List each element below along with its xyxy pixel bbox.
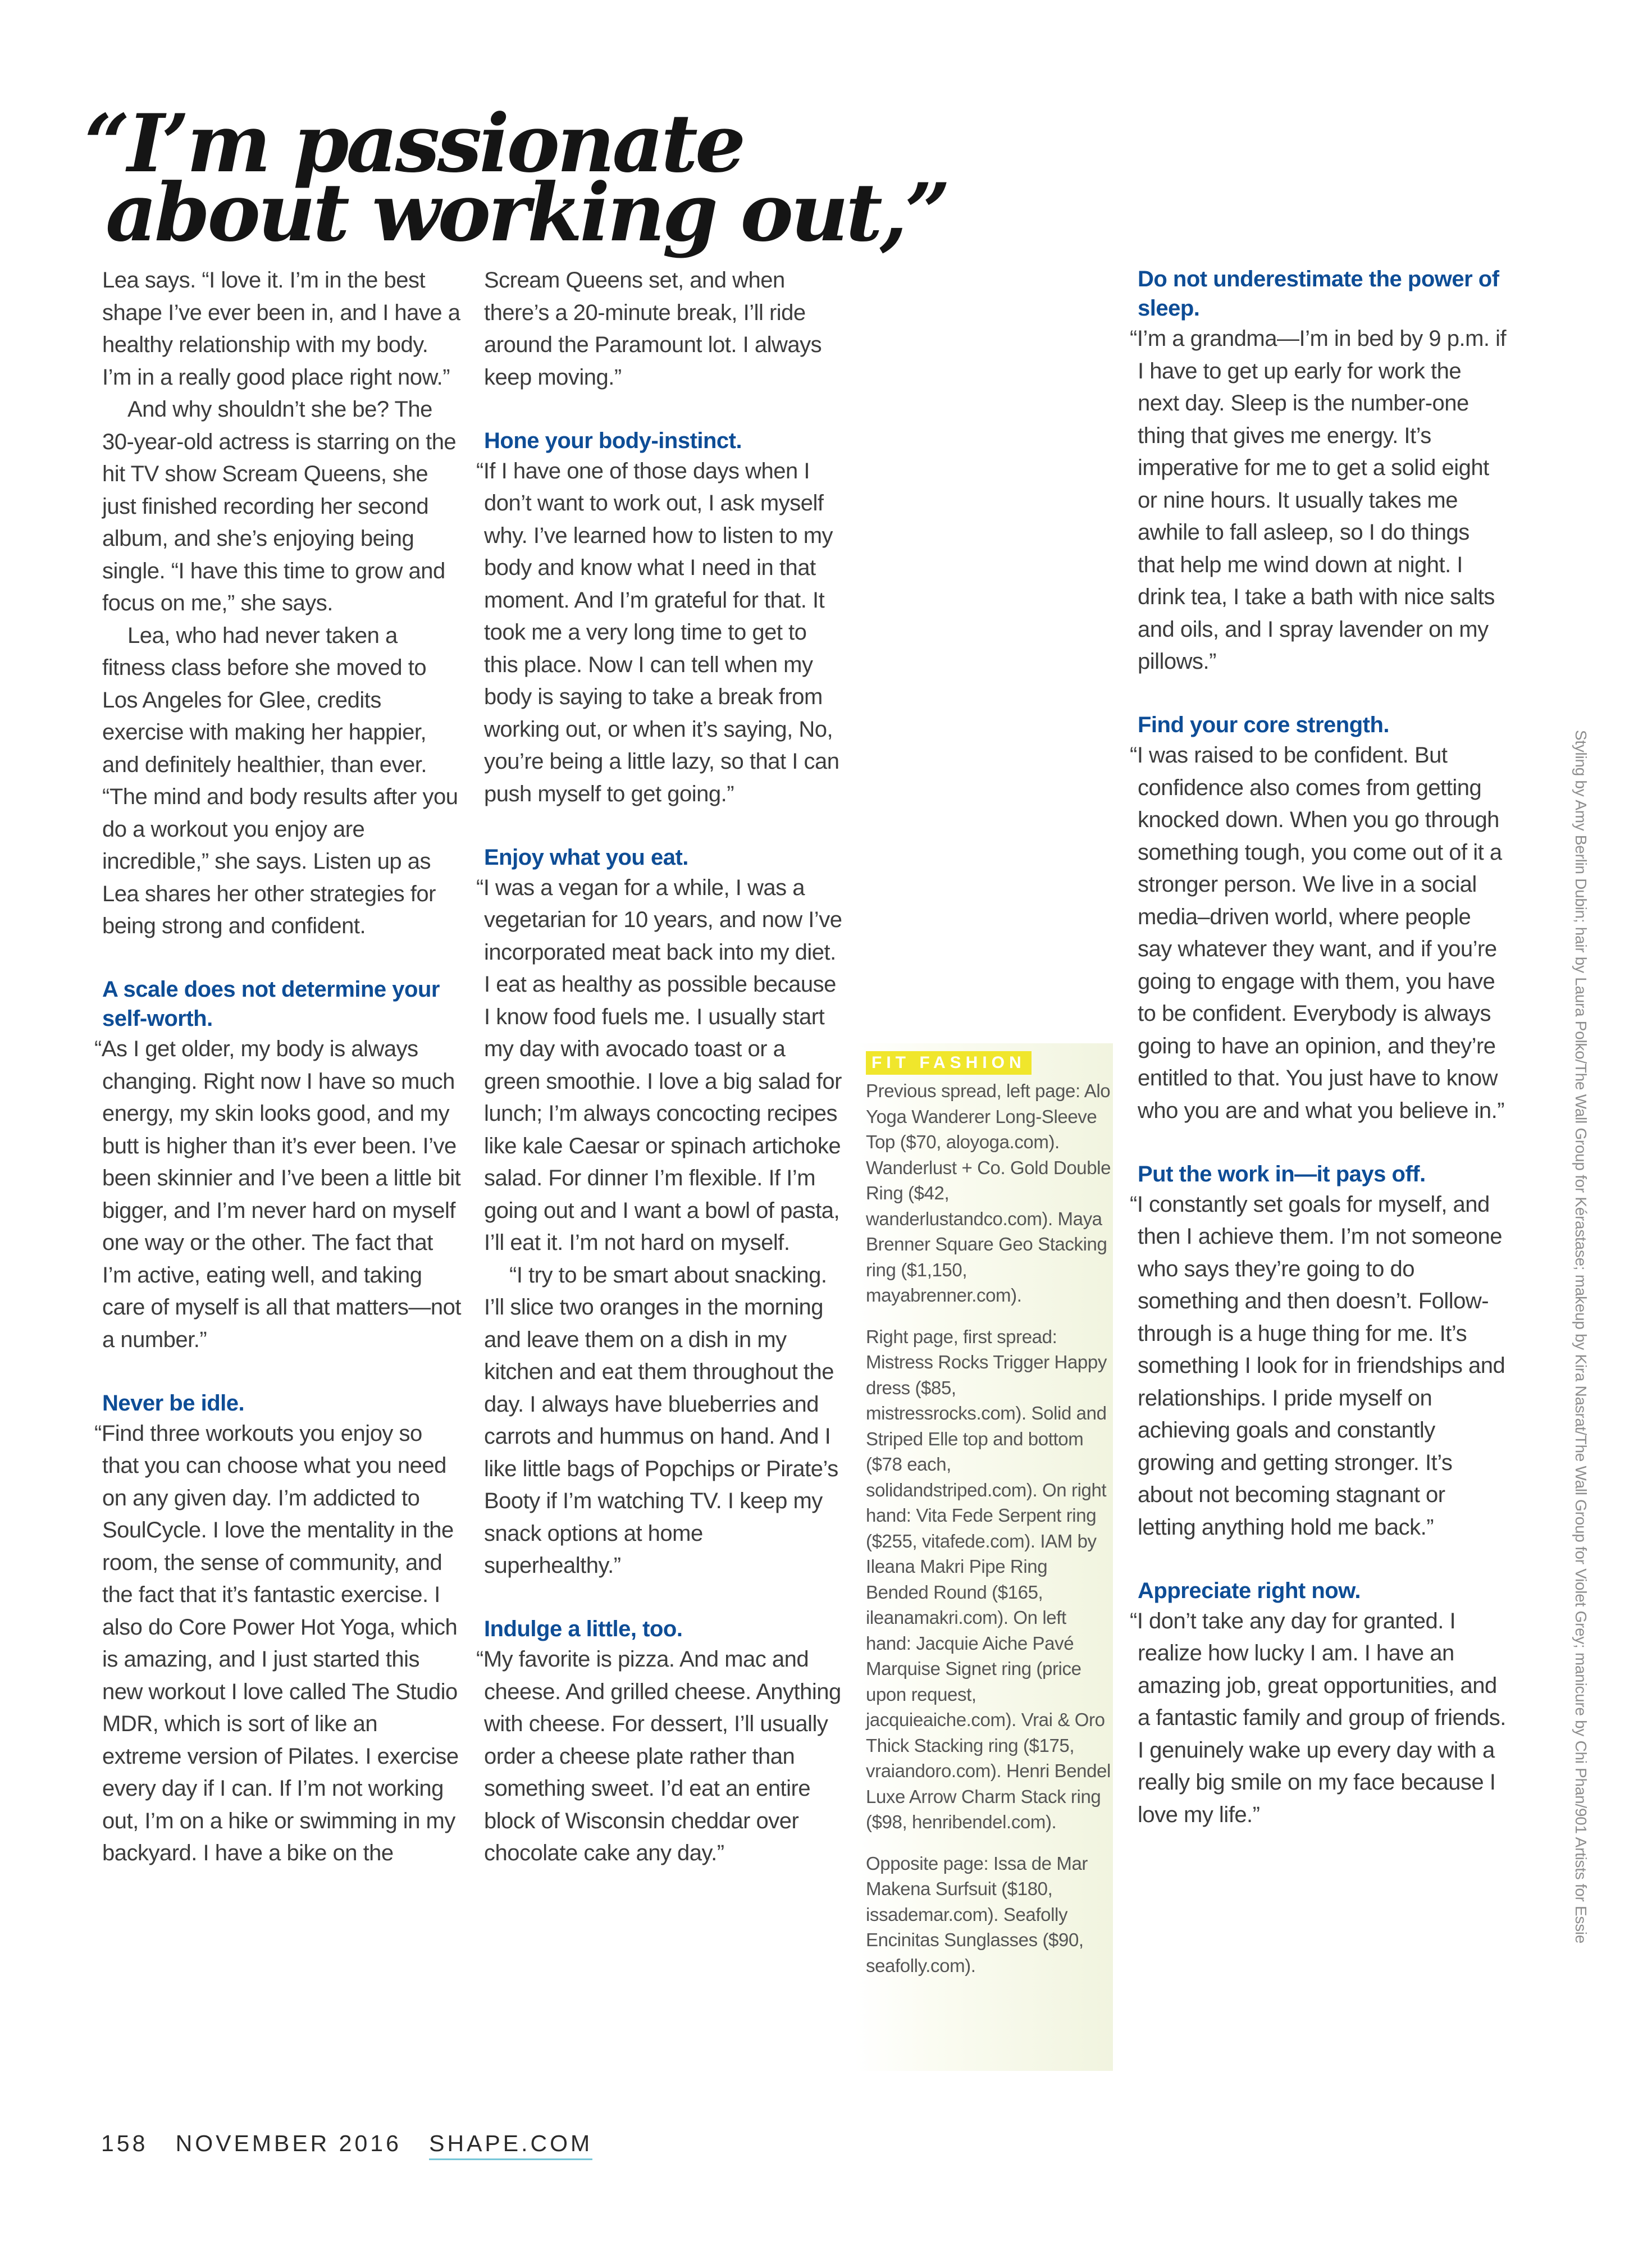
fit-fashion-tag: FIT FASHION: [866, 1051, 1032, 1075]
section-heading: Appreciate right now.: [1138, 1578, 1361, 1603]
headline-line-2: about working out,”: [106, 166, 948, 259]
credits-block: Opposite page: Issa de Mar Makena Surfsuit ($180, issademar.com). Seafolly Encinitas Sunglasses ($90, seafolly.com).: [866, 1852, 1088, 1976]
section-heading: Indulge a little, too.: [484, 1617, 683, 1641]
section-heading: Do not underestimate the power of sleep.: [1138, 267, 1499, 321]
section-heading: Find your core strength.: [1138, 713, 1390, 737]
body-paragraph: “If I have one of those days when I don’t want to work out, I ask myself why. I’ve learned how to listen to my body and know what I need in that moment. And I’m grateful for that. It took me a very long time to get to this place. Now I can tell when my body is saying to take a break from working out, or when it’s saying, No, you’re being a little lazy, so that I can push myself to get going.”: [476, 458, 839, 806]
body-paragraph: Lea, who had never taken a fitness class before she moved to Los Angeles for Glee, credits exercise with making her happier, and definitely healthier, than ever. “The mind and body results after you do a workout you enjoy are incredible,” she says. Listen up as Lea shares her other strategies for being strong and confident.: [102, 623, 458, 938]
body-paragraph: “I constantly set goals for myself, and then I achieve them. I’m not someone who says they’re going to do something and then doesn’t. Follow-through is a huge thing for me. It’s something I look for in friendships and relationships. I pride myself on achieving goals and constantly growing and getting stronger. It’s about not becoming stagnant or letting anything hold me back.”: [1130, 1192, 1505, 1540]
section-heading: Enjoy what you eat.: [484, 845, 688, 870]
body-paragraph: “I was a vegan for a while, I was a vegetarian for 10 years, and now I’ve incorporated meat back into my diet. I eat as healthy as possible because I know food fuels me. I usually start my day with avocado toast or a green smoothie. I love a big salad for lunch; I’m always concocting recipes like kale Caesar or spinach artichoke salad. For dinner I’m flexible. If I’m going out and I want a bowl of pasta, I’ll eat it. I’m not hard on myself.: [476, 875, 842, 1255]
page-folio: [101, 2130, 592, 2157]
body-paragraph: “As I get older, my body is always changing. Right now I have so much energy, my skin looks good, and my butt is higher than it’s ever been. I’ve been skinnier and I’ve been a little bit bigger, and I’m never hard on myself one way or the other. The fact that I’m active, eating well, and taking care of myself is all that matters—not a number.”: [94, 1037, 462, 1352]
column-4: [1130, 264, 1508, 1831]
headline: [84, 97, 948, 259]
body-paragraph: “I was raised to be confident. But confidence also comes from getting knocked down. When you go through something tough, you come out of it a stronger person. We live in a social media–driven world, where people say whatever they want, and if you’re going to engage with them, you have to be confident. Everybody is always going to have an opinion, and they’re entitled to that. You just have to know who you are and what you believe in.”: [1130, 743, 1505, 1123]
body-paragraph: Lea says. “I love it. I’m in the best shape I’ve ever been in, and I have a healthy relationship with my body. I’m in a really good place right now.”: [102, 268, 460, 390]
photo-credits-vertical: [1572, 730, 1589, 2066]
body-paragraph: And why shouldn’t she be? The 30-year-old actress is starring on the hit TV show Scream Queens, she just finished recording her second album, and she’s enjoying being single. “I have this time to grow and focus on me,” she says.: [102, 397, 457, 615]
body-paragraph: Scream Queens set, and when there’s a 20-minute break, I’ll ride around the Paramount lot. I always keep moving.”: [484, 268, 822, 390]
credits-block: Previous spread, left page: Alo Yoga Wanderer Long-Sleeve Top ($70, aloyoga.com). Wanderlust + Co. Gold Double Ring ($42, wanderlustandco.com). Maya Brenner Square Geo Stacking ring ($1,150, mayabrenner.com).: [866, 1080, 1111, 1306]
body-paragraph: “I’m a grandma—I’m in bed by 9 p.m. if I have to get up early for work the next day. Sleep is the number-one thing that gives me energy. It’s imperative for me to get a solid eight or nine hours. It usually takes me awhile to fall asleep, so I do things that help me wind down at night. I drink tea, I take a bath with nice salts and oils, and I spray lavender on my pillows.”: [1130, 326, 1507, 674]
side-credit-text: Styling by Amy Berlin Dubin; hair by Laura Polko/The Wall Group for Kérastase; makeup by Kira Nasrat/The Wall Group for Violet Grey; manicure by Chi Phan/901 Artists for Essie: [1572, 730, 1590, 1943]
body-paragraph: “My favorite is pizza. And mac and cheese. And grilled cheese. Anything with cheese. For dessert, I’ll usually order a cheese plate rather than something sweet. I’d eat an entire block of Wisconsin cheddar over chocolate cake any day.”: [476, 1647, 841, 1865]
body-paragraph: “I don’t take any day for granted. I realize how lucky I am. I have an amazing job, great opportunities, and a fantastic family and group of friends. I genuinely wake up every day with a really big smile on my face because I love my life.”: [1130, 1608, 1506, 1827]
section-heading: Hone your body-instinct.: [484, 428, 742, 453]
website-link[interactable]: SHAPE.COM: [429, 2130, 592, 2160]
issue-date: NOVEMBER 2016: [175, 2130, 401, 2156]
body-paragraph: “Find three workouts you enjoy so that you can choose what you need on any given day. I’m addicted to SoulCycle. I love the mentality in the room, the sense of community, and the fact that it’s fantastic exercise. I also do Core Power Hot Yoga, which is amazing, and I just started this new workout I love called The Studio MDR, which is sort of like an extreme version of Pilates. I exercise every day if I can. If I’m not working out, I’m on a hike or swimming in my backyard. I have a bike on the: [94, 1421, 459, 1865]
fashion-credits: [866, 1049, 1113, 1994]
section-heading: Never be idle.: [102, 1390, 245, 1416]
page-number: 158: [101, 2130, 148, 2156]
body-paragraph: “I try to be smart about snacking. I’ll slice two oranges in the morning and leave them on a dish in my kitchen and eat them throughout the day. I always have blueberries and carrots and hummus on hand. And I like little bags of Popchips or Pirate’s Booty if I’m watching TV. I keep my snack options at home superhealthy.”: [484, 1262, 838, 1578]
headline-line-1: “I’m passionate: [84, 97, 743, 190]
section-heading: Put the work in—it pays off.: [1138, 1161, 1426, 1186]
credits-block: Right page, first spread: Mistress Rocks Trigger Happy dress ($85, mistressrocks.com). Solid and Striped Elle top and bottom ($78 each, solidandstriped.com). On right hand: Vita Fede Serpent ring ($255, vitafede.com). IAM by Ileana Makri Pipe Ring Bended Round ($165, ileanamakri.com). On left hand: Jacquie Aiche Pavé Marquise Signet ring (price upon request, jacquieaiche.com). Vrai & Oro Thick Stacking ring ($175, vraiandoro.com). Henri Bendel Luxe Arrow Charm Stack ring ($98, henribendel.com).: [866, 1326, 1111, 1832]
section-heading: A scale does not determine your self-worth.: [102, 977, 440, 1031]
column-1: [94, 264, 462, 1870]
column-2: [476, 264, 843, 1870]
